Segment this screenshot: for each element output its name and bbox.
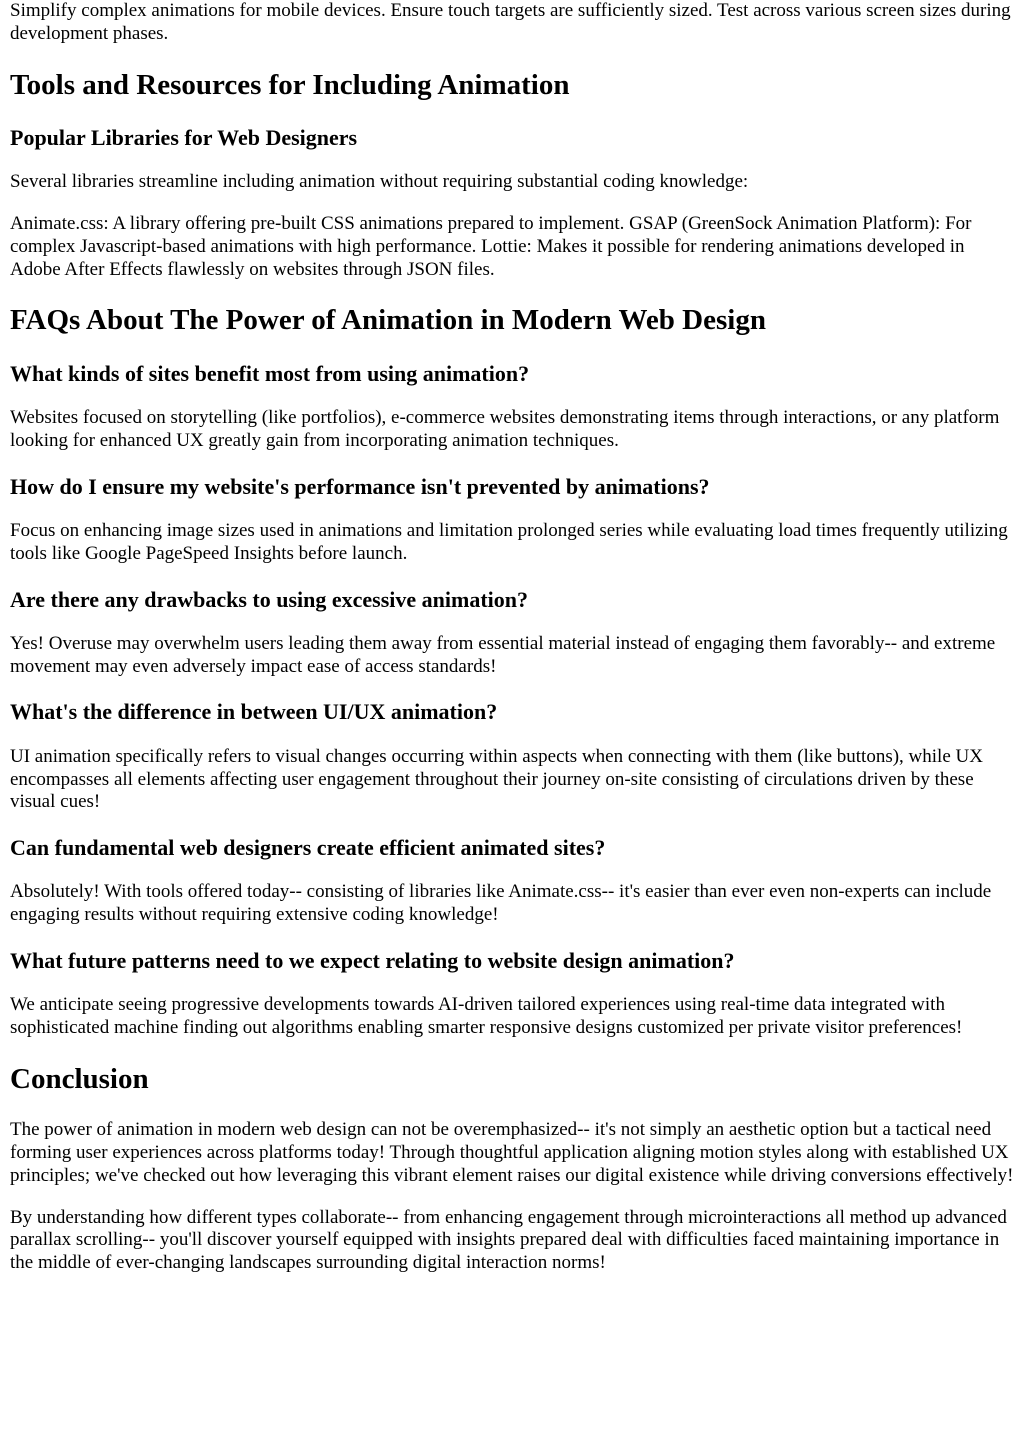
faq-question: What kinds of sites benefit most from using animation? bbox=[10, 360, 530, 386]
faqs-heading: FAQs About The Power of Animation in Modern Web Design bbox=[10, 304, 766, 337]
libraries-list: Animate.css: A library offering pre-built CSS animations prepared to implement. GSAP (GreenSock Animation Platform): For complex Javascript-based animations with high performance. Lottie: Makes it possible for rendering animations developed in Adobe After Effects flawlessly on websites through JSON files. bbox=[10, 213, 972, 280]
faq-answer: We anticipate seeing progressive developments towards AI-driven tailored experiences using real-time data integrated with sophisticated machine finding out algorithms enabling smarter responsive designs customized per private visitor preferences! bbox=[10, 994, 963, 1039]
intro-paragraph: Simplify complex animations for mobile devices. Ensure touch targets are sufficiently sized. Test across various screen sizes during development phases. bbox=[10, 0, 1011, 44]
faq-list bbox=[10, 361, 1014, 1040]
faq-question: Are there any drawbacks to using excessive animation? bbox=[10, 586, 529, 612]
faq-question: What future patterns need to we expect relating to website design animation? bbox=[10, 948, 735, 974]
faq-answer: UI animation specifically refers to visual changes occurring within aspects when connecting with them (like buttons), while UX encompasses all elements affecting user engagement throughout their journey on-site consisting of circulations driven by these visual cues! bbox=[10, 745, 983, 813]
libraries-subheading: Popular Libraries for Web Designers bbox=[10, 124, 358, 150]
faq-answer: Focus on enhancing image sizes used in animations and limitation prolonged series while evaluating load times frequently utilizing tools like Google PageSpeed Insights before launch. bbox=[10, 519, 1008, 564]
faq-question: What's the difference in between UI/UX animation? bbox=[10, 699, 498, 725]
faq-answer: Yes! Overuse may overwhelm users leading them away from essential material instead of engaging them favorably-- and extreme movement may even adversely impact ease of access standards! bbox=[10, 632, 996, 677]
conclusion-heading: Conclusion bbox=[10, 1062, 149, 1095]
conclusion-paragraph: The power of animation in modern web design can not be overemphasized-- it's not simply an aesthetic option but a tactical need forming user experiences across platforms today! Through thoughtful application aligning motion styles along with established UX principles; we've checked out how leveraging this vibrant element raises our digital existence while driving conversions effectively! bbox=[10, 1119, 1014, 1186]
libraries-intro: Several libraries streamline including animation without requiring substantial coding knowledge: bbox=[10, 171, 749, 193]
faq-question: Can fundamental web designers create efficient animated sites? bbox=[10, 835, 606, 861]
tools-heading: Tools and Resources for Including Animation bbox=[10, 68, 570, 101]
faq-answer: Absolutely! With tools offered today-- consisting of libraries like Animate.css-- it's easier than ever even non-experts can include engaging results without requiring extensive coding knowledge! bbox=[10, 881, 992, 926]
faq-question: How do I ensure my website's performance isn't prevented by animations? bbox=[10, 473, 710, 499]
faq-answer: Websites focused on storytelling (like portfolios), e-commerce websites demonstrating items through interactions, or any platform looking for enhanced UX greatly gain from incorporating animation techniques. bbox=[10, 407, 1000, 451]
conclusion-paragraph: By understanding how different types collaborate-- from enhancing engagement through microinteractions all method up advanced parallax scrolling-- you'll discover yourself equipped with insights prepared deal with difficulties faced maintaining importance in the middle of ever-changing landscapes surrounding digital interaction norms! bbox=[10, 1206, 1007, 1274]
